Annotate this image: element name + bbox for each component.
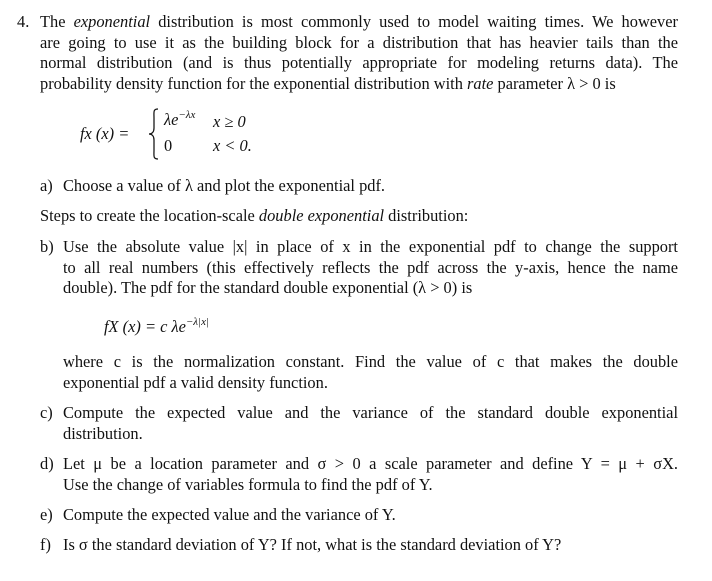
part-b-line-1: Use the absolute value |x| in place of x in the exponential pdf to change the support	[63, 237, 678, 256]
pdf-lhs: fx (x) =	[80, 124, 130, 143]
pdf-case-1-condition: x ≥ 0	[213, 112, 246, 131]
part-d-text	[63, 454, 678, 495]
part-b-followup-line-1: where c is the normalization constant. Find the value of c that makes the double	[63, 352, 678, 371]
part-c-line-2: distribution.	[63, 423, 143, 443]
part-f-label: f)	[40, 535, 51, 554]
part-d-label: d)	[40, 454, 54, 473]
part-b-label: b)	[40, 237, 54, 256]
part-b-line-2: to all real numbers (this effectively reflects the pdf across the y-axis, hence the name	[63, 257, 678, 277]
part-e-label: e)	[40, 505, 53, 524]
left-brace-icon	[148, 108, 160, 160]
steps-heading: Steps to create the location-scale double exponential distribution:	[40, 206, 469, 225]
part-d-line-1: Let μ be a location parameter and σ > 0 a scale parameter and define Y = μ + σX.	[63, 454, 678, 473]
part-b-followup	[63, 352, 678, 393]
part-b-followup-line-2: exponential pdf a valid density function.	[63, 372, 328, 392]
part-a-label: a)	[40, 176, 53, 195]
problem-number: 4.	[17, 12, 30, 31]
pdf-case-2-value: 0	[164, 136, 173, 155]
intro-line-4: probability density function for the exponential distribution with rate parameter λ > 0 is	[40, 74, 616, 94]
part-d-line-2: Use the change of variables formula to find the pdf of Y.	[63, 474, 433, 494]
part-b-text	[63, 237, 678, 299]
pdf-case-1-exponent: −λx	[178, 109, 196, 121]
double-pdf-exponent: −λ|x|	[185, 316, 209, 328]
part-f-text: Is σ the standard deviation of Y? If not, what is the standard deviation of Y?	[63, 535, 562, 554]
intro-line-3: normal distribution (and is thus potentially appropriate for modeling returns data). The	[40, 53, 678, 73]
intro-line-2: are going to use it as the building block for a distribution that has heavier tails than the	[40, 32, 678, 52]
part-a-text: Choose a value of λ and plot the exponential pdf.	[63, 176, 386, 195]
pdf-case-1-value: $\lambda e^{-\lambda x}$	[164, 109, 196, 129]
double-exponential-pdf-equation: fX (x) = c $\lambda e^{-\lambda|x|}$	[104, 316, 209, 336]
problem-intro	[40, 12, 678, 95]
exponential-pdf-equation	[80, 108, 340, 160]
pdf-case-2-condition: x < 0.	[213, 136, 252, 155]
part-c-text	[63, 403, 678, 444]
part-c-label: c)	[40, 403, 53, 422]
part-c-line-1: Compute the expected value and the variance of the standard double exponential	[63, 403, 678, 422]
part-e-text: Compute the expected value and the variance of Y.	[63, 505, 396, 524]
intro-line-1: The exponential distribution is most commonly used to model waiting times. We however	[40, 12, 678, 31]
part-b-line-3: double). The pdf for the standard double exponential (λ > 0) is	[63, 278, 473, 298]
